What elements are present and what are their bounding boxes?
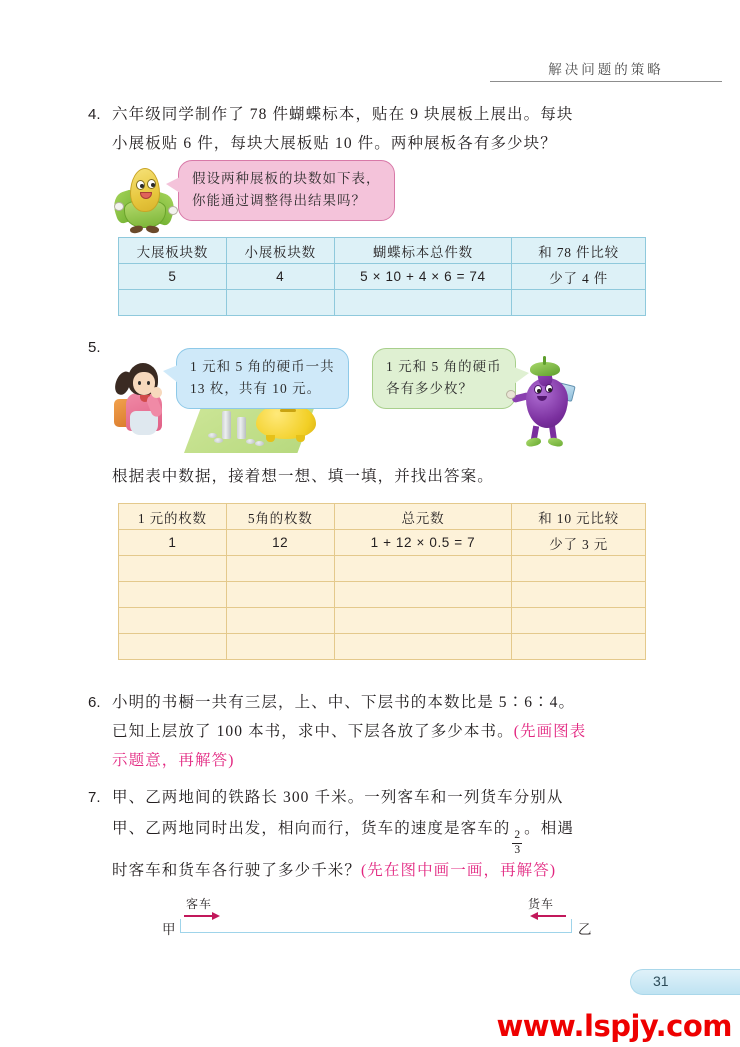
table-cell-r1c2[interactable] [334,556,512,582]
coin-flat-3 [246,439,255,444]
corn-hand-right [168,206,178,215]
speech-bubble-tail-icon [163,365,178,383]
girl-hand [151,387,162,398]
speech-bubble-tail-icon [166,177,180,193]
fraction-denominator: 3 [514,843,521,856]
problem-7-line-1: 甲、乙两地间的铁路长 300 千米。一列客车和一列货车分别从 [112,789,564,806]
problem-4-line-1: 六年级同学制作了 78 件蝴蝶标本，贴在 9 块展板上展出。每块 [112,106,574,123]
table-row[interactable] [119,556,646,582]
eggplant-foot-right [547,437,563,448]
route-bracket [180,919,572,933]
table-cell-r3c1[interactable] [226,608,334,634]
table-cell-r0c1: 4 [226,264,334,290]
problem-7-line-3 [112,856,668,885]
problem-6-line-2-text: 已知上层放了 100 本书，求中、下层各放了多少本书。 [112,723,514,740]
table-cell-r2c3[interactable] [512,582,646,608]
coin-flat-2 [214,438,223,443]
table-cell-r0c2: 1 + 12 × 0.5 = 7 [334,530,512,556]
corn-foot-left [129,225,143,235]
table-coins [118,503,646,660]
table-header-cell-2: 蝴蝶标本总件数 [334,238,512,264]
route-arrow-shaft [184,915,212,917]
table-cell-r0c1: 12 [226,530,334,556]
coin-stack-1 [222,411,231,439]
problem-4-line-2: 小展板贴 6 件，每块大展板贴 10 件。两种展板各有多少块？ [112,135,557,152]
eggplant-character [512,356,582,448]
table-header-row [119,238,646,264]
girl-eye-right [147,381,150,385]
eggplant-hand-left [506,390,516,399]
problem-7 [88,783,668,885]
speech-bubble-corn [178,160,395,221]
table-cell-r1c1[interactable] [226,556,334,582]
fraction-two-thirds [512,830,522,856]
piggy-bank-leg-left [266,435,275,442]
route-label-freight-train: 货车 [528,897,555,911]
table-row [119,264,646,290]
table-row[interactable] [119,608,646,634]
problem-7-line-2 [112,812,668,856]
page-number-badge [630,969,740,995]
table-header-cell-0: 大展板块数 [119,238,227,264]
table-row[interactable] [119,290,646,316]
problem-6-line-1: 小明的书橱一共有三层，上、中、下层书的本数比是 5∶6∶4。 [112,694,576,711]
table-row[interactable] [119,634,646,660]
problem-4 [88,100,658,158]
eggplant-eye-right [545,384,553,393]
piggy-bank-leg-right [296,435,305,442]
table-cell-r3c0[interactable] [119,608,227,634]
route-arrow-shaft [538,915,566,917]
problem-5-number: 5. [88,339,101,356]
problem-7-number: 7. [88,789,101,806]
route-left-endpoint: 甲 [162,922,176,937]
table-header-cell-3: 和 10 元比较 [512,504,646,530]
problem-6-hint-part-1: (先画图表 [513,723,587,740]
table-cell-r0c0: 5 [119,264,227,290]
speech-bubble-eggplant-line-1: 1 元和 5 角的硬币 [386,359,502,374]
table-cell-r4c1[interactable] [226,634,334,660]
running-head-rule [490,81,722,82]
table-cell-r1c3[interactable] [512,290,646,316]
table-cell-r1c2[interactable] [334,290,512,316]
table-header-cell-1: 5角的枚数 [226,504,334,530]
corn-character [112,158,178,236]
problem-4-body [112,100,658,158]
problem-6-body [112,688,668,775]
table-header-cell-0: 1 元的枚数 [119,504,227,530]
coin-stack-2 [237,417,246,439]
table-cell-r2c1[interactable] [226,582,334,608]
route-label-passenger-train: 客车 [186,897,213,911]
speech-bubble-girl-line-1: 1 元和 5 角的硬币一共 [190,359,335,374]
table-cell-r1c1[interactable] [226,290,334,316]
page-number: 31 [653,973,669,989]
watermark: www.lspjy.com [496,1009,732,1043]
table-header-cell-1: 小展板块数 [226,238,334,264]
table-header-cell-3: 和 78 件比较 [512,238,646,264]
speech-bubble-corn-line-2: 你能通过调整得出结果吗？ [192,193,366,208]
problem-6 [88,688,668,775]
corn-hand-left [114,202,124,211]
table-header-cell-2: 总元数 [334,504,512,530]
problem-7-line-2-text-a: 甲、乙两地同时出发，相向而行，货车的速度是客车的 [112,820,511,837]
corn-foot-right [145,225,159,234]
table-cell-r1c3[interactable] [512,556,646,582]
table-cell-r0c3: 少了 4 件 [512,264,646,290]
table-cell-r1c0[interactable] [119,556,227,582]
corn-eye-left [136,180,145,190]
table-cell-r1c0[interactable] [119,290,227,316]
route-diagram [150,895,610,943]
table-cell-r3c2[interactable] [334,608,512,634]
piggy-bank-slot [280,409,296,412]
speech-bubble-girl [176,348,349,409]
speech-bubble-corn-line-1: 假设两种展板的块数如下表， [192,171,381,186]
running-head-title: 解决问题的策略 [548,62,664,77]
table-cell-r0c0: 1 [119,530,227,556]
route-arrow-head [530,912,538,920]
corn-eye-right [147,179,156,189]
table-cell-r4c0[interactable] [119,634,227,660]
table-cell-r0c2: 5 × 10 + 4 × 6 = 74 [334,264,512,290]
problem-5-instruction: 根据表中数据，接着想一想、填一填，并找出答案。 [112,468,494,485]
table-cell-r3c3[interactable] [512,608,646,634]
fraction-numerator: 2 [514,829,521,842]
problem-4-number: 4. [88,106,101,123]
problem-7-body [112,783,668,885]
table-cell-r2c0[interactable] [119,582,227,608]
table-cell-r4c3[interactable] [512,634,646,660]
girl-eye-left [138,381,141,385]
table-row [119,530,646,556]
problem-7-line-3-text: 时客车和货车各行驶了多少千米？ [112,862,362,880]
table-header-row [119,504,646,530]
eggplant-stem [543,356,546,365]
corn-body [130,168,160,212]
coin-flat-4 [255,441,264,446]
eggplant-foot-left [525,437,541,448]
problem-7-hint: (先在图中画一画，再解答) [361,862,557,880]
problem-6-hint-part-2: 示题意，再解答) [112,752,235,769]
eggplant-eye-left [534,385,542,394]
table-cell-r4c2[interactable] [334,634,512,660]
problem-6-line-2 [112,717,668,746]
problem-6-number: 6. [88,694,101,711]
route-right-endpoint: 乙 [578,922,592,937]
route-arrow-right-icon [184,911,220,921]
speech-bubble-girl-line-2: 13 枚，共有 10 元。 [190,381,322,396]
problem-7-line-2-text-b: 。相遇 [524,820,574,837]
route-arrow-head [212,912,220,920]
route-arrow-left-icon [530,911,566,921]
table-row[interactable] [119,582,646,608]
speech-bubble-eggplant [372,348,516,409]
table-cell-r0c3: 少了 3 元 [512,530,646,556]
speech-bubble-eggplant-line-2: 各有多少枚？ [386,381,473,396]
table-cell-r2c2[interactable] [334,582,512,608]
table-display-boards [118,237,646,316]
running-head [490,58,722,82]
